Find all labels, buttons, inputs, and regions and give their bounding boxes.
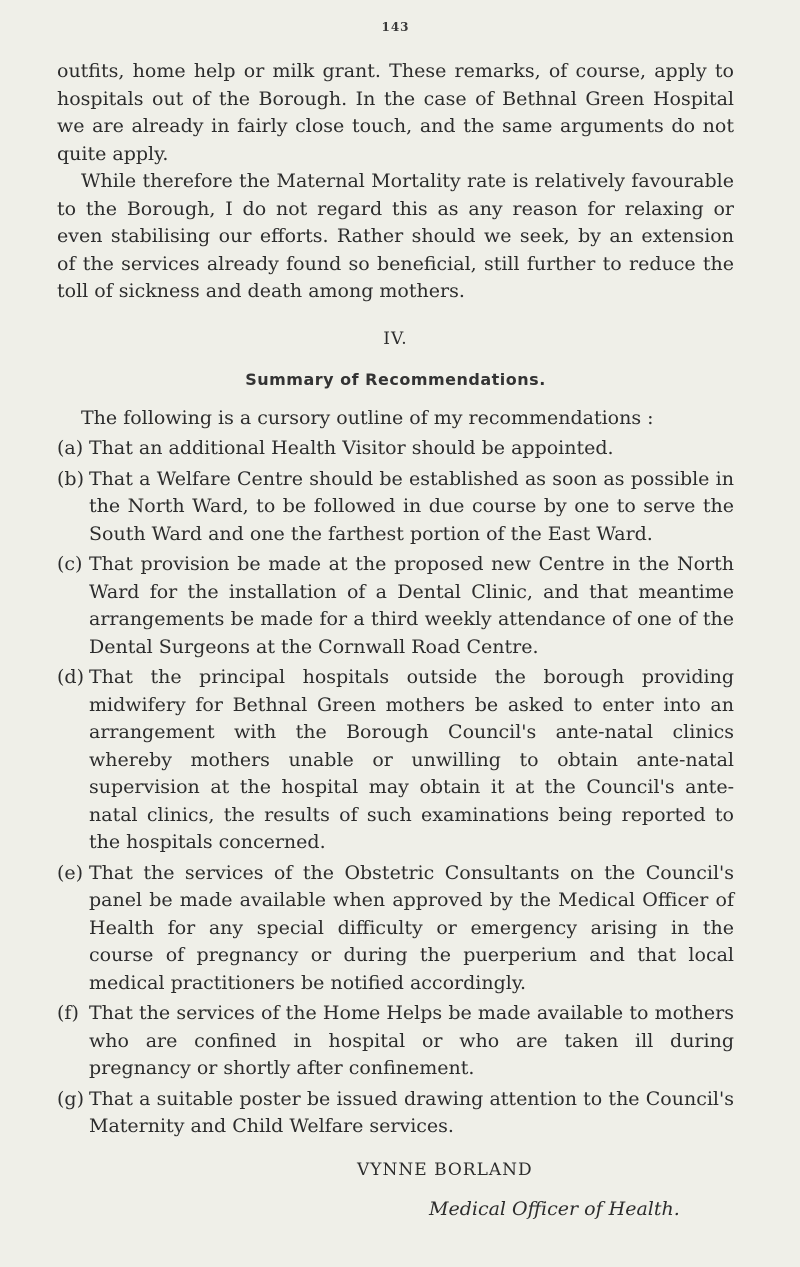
section-title: Summary of Recommendations. (245, 369, 546, 389)
recommendation-label: (d) (57, 666, 84, 688)
section-number: IV. (383, 328, 408, 349)
recommendation-text: That a suitable poster be issued drawing attention to the Council's Maternity and Child Welfare services. (89, 1087, 734, 1137)
recommendation-item (57, 435, 734, 463)
recommendation-label: (b) (57, 467, 84, 490)
recommendation-label: (c) (57, 553, 83, 575)
body-paragraph: While therefore the Maternal Mortality rate is relatively favourable to the Borough, I do not regard this as any reason for relaxing or even stabilising our efforts. Rather should we seek, by an extension of the services already found so beneficial, still further to reduce the toll of sickness and death among mothers. (57, 170, 734, 302)
recommendation-item (57, 551, 734, 661)
recommendation-label: (e) (57, 861, 84, 884)
recommendation-label: (a) (57, 437, 84, 459)
signature-name: VYNNE BORLAND (357, 1159, 533, 1180)
recommendation-text: That provision be made at the proposed new Centre in the North Ward for the installation of a Dental Clinic, and that meantime arrangements be made for a third weekly attendance of one of the Dental Surgeons at the Cornwall Road Centre. (89, 553, 734, 658)
recommendation-item (57, 860, 734, 998)
signature-title: Medical Officer of Health. (429, 1197, 680, 1220)
recommendation-label: (f) (57, 1002, 79, 1024)
recommendation-item (57, 664, 734, 857)
recommendation-text: That a Welfare Centre should be established as soon as possible in the North Ward, to be followed in due course by one to serve the South Ward and one the farthest portion of the East Ward. (89, 467, 734, 545)
recommendation-item (57, 1000, 734, 1083)
recommendation-item (57, 1086, 734, 1141)
recommendation-text: That the services of the Obstetric Consultants on the Council's panel be made available when approved by the Medical Officer of Health for any special difficulty or emergency arising in the course of pregnancy or during the puerperium and that local medical practitioners be notified accordingly. (89, 861, 734, 994)
recommendation-text: That an additional Health Visitor should be appointed. (89, 437, 614, 459)
body-paragraph: outfits, home help or milk grant. These remarks, of course, apply to hospitals out of the Borough. In the case of Bethnal Green Hospital we are already in fairly close touch, and the same arguments do not quite apply. (57, 60, 734, 165)
recommendations-intro: The following is a cursory outline of my recommendations : (81, 406, 654, 429)
recommendation-label: (g) (57, 1087, 84, 1110)
recommendation-text: That the services of the Home Helps be made available to mothers who are confined in hospital or who are taken ill during pregnancy or shortly after confinement. (89, 1002, 734, 1079)
recommendation-text: That the principal hospitals outside the borough providing midwifery for Bethnal Green mothers be asked to enter into an arrangement with the Borough Council's ante-natal clinics whereby mothers unable or unwilling to obtain ante-natal supervision at the hospital may obtain it at the Council's ante-natal clinics, the results of such examinations being reported to the hospitals concerned. (89, 666, 734, 853)
page-number: 143 (381, 20, 410, 34)
recommendation-item (57, 466, 734, 549)
